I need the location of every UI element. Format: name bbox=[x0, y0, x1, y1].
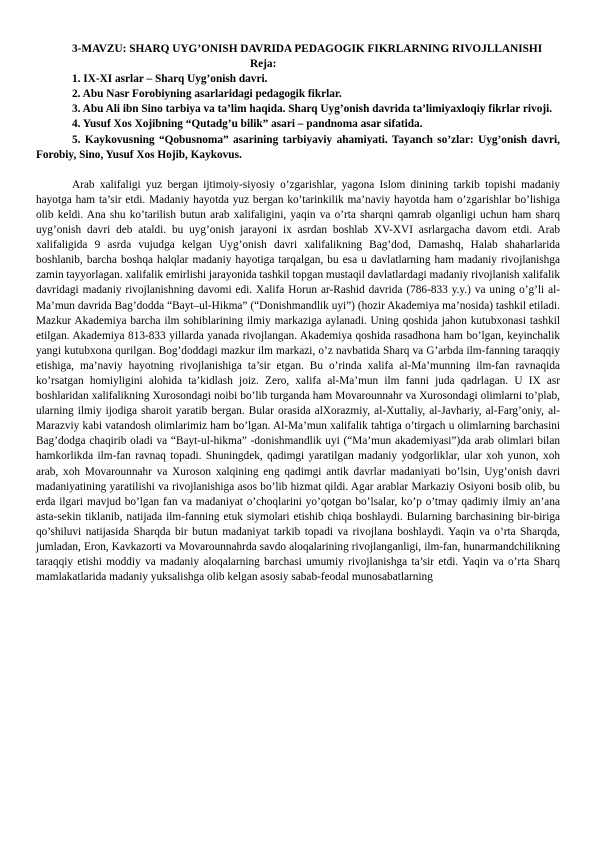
plan-item-3: 3. Abu Ali ibn Sino tarbiya va ta’lim haqida. Sharq Uyg’onish davrida ta’limiyaxloqiy fikrlar rivoji. bbox=[72, 103, 553, 116]
plan-item-2: 2. Abu Nasr Forobiyning asarlaridagi pedagogik fikrlar. bbox=[72, 88, 342, 101]
plan-item-5-keywords: 5. Kaykovusning “Qobusnoma” asarining tarbiyaviy ahamiyati. Tayanch so’zlar: Uyg’onish davri, Forobiy, Sino, Yusuf Xos Hojib, Kaykovus. bbox=[36, 133, 560, 161]
page-content bbox=[36, 42, 560, 585]
body-paragraph: Arab xalifaligi yuz bergan ijtimoiy-siyosiy o’zgarishlar, yagona Islom dinining tarkib topishi madaniy hayotga ham ta’sir etdi. Madaniy hayotda yuz bergan ko’tarinkilik ma’naviy hayotda ham o’zgarishlar bo’lishiga olib keldi. Ana shu ko’tarilish butun arab xalifaligini, yaqin va o’rta sharqni qamrab olganligi uchun ham sharq uyg’onish davri deb ataldi. bu uyg’onish jarayoni ix asrdan boshlab XV-XVI asrlargacha davom etdi. Arab xalifaligida 9 asrda vujudga kelgan Uyg’onish davri xalifalikning Bag’dod, Damashq, Halab shaharlarida boshlanib, barcha boshqa halqlar madaniy hayotiga tarqalgan, bu esa u davlatlarning ham madaniy rivojlanishga zamin tayyorlagan. xalifalik emirlishi jarayonida tashkil topgan mustaqil davlatlardagi madaniy rivojlanish xalifalik davridagi madaniy rivojlanishning davomi edi. Xalifa Horun ar-Rashid davrida (786-833 y.y.) va uning o’g’li al-Ma’mun davrida Bag’dodda “Bayt–ul-Hikma” (“Donishmandlik uyi”) (hozir Akademiya ma’nosida) tashkil etiladi. Mazkur Akademiya barcha ilm sohiblarining ilmiy markaziga aylanadi. Uning qoshida jahon kutubxonasi tashkil etilgan. Akademiya 813-833 yillarda yanada rivojlangan. Akademiya qoshida rasadhona ham bo’lgan, keyinchalik yangi kutubxona qurilgan. Bog’doddagi mazkur ilm markazi, o’z navbatida Sharq va G’arbda ilm-fanning taraqqiy etishiga, ma’naviy hayotning rivojlanishiga ta’sir etgan. Bu o’rinda xalifa al-Ma’munning ilm-fan ravnaqida ko’rsatgan homiyligini alohida ta’kidlash joiz. Zero, xalifa al-Ma’mun ilm fanni juda qadrlagan. U IX asr boshlaridan xalifalikning Xurosondagi noibi bo’lib turganda ham Movarounnahr va Xurosondagi olimlarni to’plab, ularning ilmiy ijodiga sharoit yaratib bergan. Bular orasida alXorazmiy, al-Xuttaliy, al-Javhariy, al-Farg’oniy, al-Marazviy kabi vatandosh olimlarimiz ham bo’lgan. Al-Ma’mun xalifalik tahtiga o’tirgach u olimlarning barchasini Bag’dodga chaqirib oladi va “Bayt-ul-hikma” -donishmandlik uyi (“Ma’mun akademiyasi”)da arab olimlari bilan hamkorlikda ilm-fan ravnaq topadi. Shuningdek, qadimgi yaratilgan madaniy yodgorliklar, ular xoh yunon, xoh arab, xoh Movarounnahr va Xuroson xalqining eng qadimgi antik davrlar madaniyati bo’lsin, Uyg’onish davri madaniyatining yaratilishi va rivojlanishiga asos bo’lib hizmat qildi. Agar arablar Markaziy Osiyoni bosib olib, bu erda ilgari mavjud bo’lgan fan va madaniyat o’choqlarini yo’qotgan bo’lsalar, ko’p o’tmay qadimiy ilmiy an’ana asta-sekin tiklanib, natijada ilm-fanning etuk siymolari etishib chiqa boshlaydi. Bularning barchasining bir-biriga qo’shiluvi natijasida Sharqda bir butun madaniyat tarkib topadi va rivojlana boshlaydi. Yaqin va o’rta Sharqda, jumladan, Eron, Kavkazorti va Movarounnahrda savdo aloqalarining rivojlanganligi, ilm-fan, hunarmandchilikning taraqqiy etishi moddiy va madaniy aloqalarning barchasi umumiy rivojlanishga ta’sir etdi. Yaqin va o’rta Sharq mamlakatlarida madaniy yuksalishga olib kelgan asosiy sabab-feodal munosabatlarning bbox=[36, 178, 560, 584]
plan-item-1: 1. IX-XI asrlar – Sharq Uyg’onish davri. bbox=[72, 73, 268, 86]
plan-item-4: 4. Yusuf Xos Xojibning “Qutadg’u bilik” asari – pandnoma asar sifatida. bbox=[72, 118, 423, 131]
lecture-title: 3-MAVZU: SHARQ UYG’ONISH DAVRIDA PEDAGOGIK FIKRLARNING RIVOJLLANISHI bbox=[72, 43, 543, 55]
plan-heading: Reja: bbox=[250, 58, 277, 71]
paragraph-spacer bbox=[36, 163, 560, 178]
